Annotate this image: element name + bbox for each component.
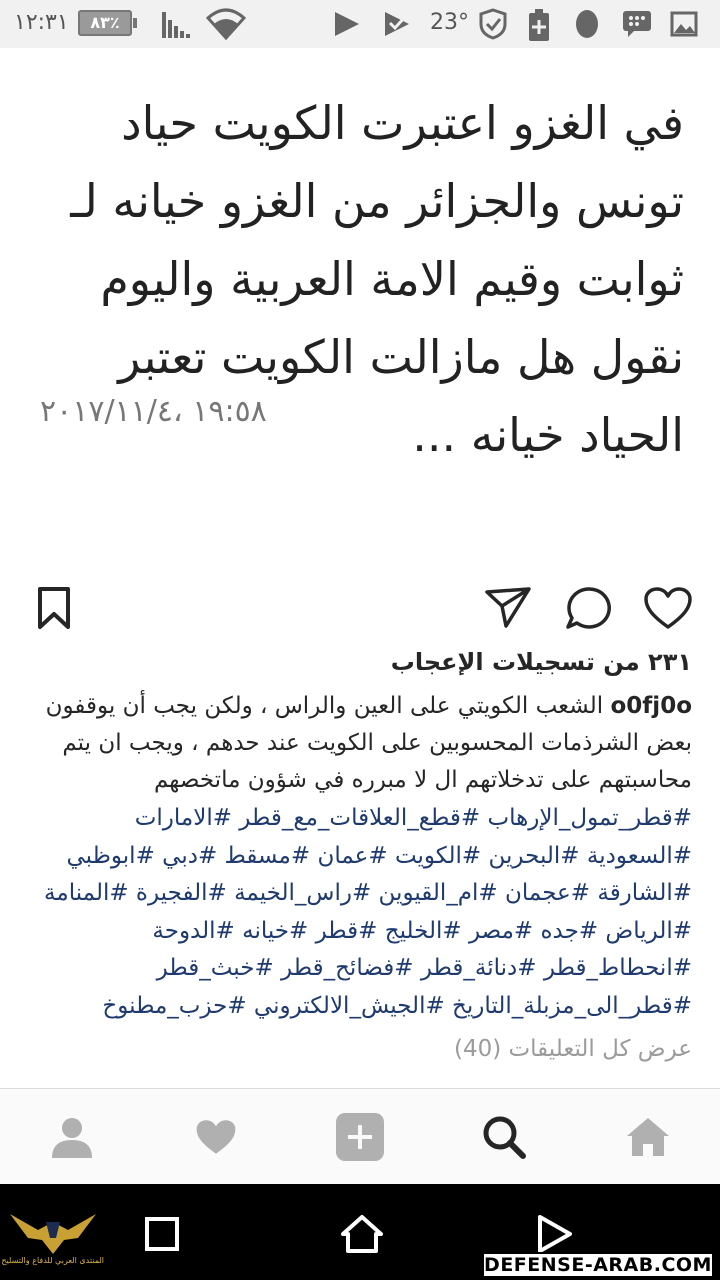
download-check-icon bbox=[382, 10, 412, 38]
search-icon bbox=[481, 1114, 527, 1160]
caption-username[interactable]: o0fj0o bbox=[610, 693, 692, 719]
activity-heart-icon bbox=[194, 1117, 238, 1157]
battery-level: ٨٣٪ bbox=[90, 13, 120, 32]
signal-icon bbox=[160, 12, 194, 38]
like-heart-icon bbox=[643, 586, 693, 630]
comment-button[interactable] bbox=[562, 582, 614, 634]
blackberry-icon bbox=[622, 10, 652, 38]
status-bar bbox=[0, 0, 720, 48]
watermark-caption: المنتدى العربي للدفاع والتسليح bbox=[1, 1256, 104, 1265]
caption-text: الشعب الكويتي على العين والراس ، ولكن يجب أن يوقفون بعض الشرذمات المحسوبين على الكويت عند حدهم ، ويجب ان يتم محاسبتهم على تدخلاتهم ال لا مبرره في شؤون ماتخصهم bbox=[45, 693, 692, 793]
view-all-comments-link[interactable]: عرض كل التعليقات (40) bbox=[453, 1036, 692, 1062]
nav-home[interactable] bbox=[622, 1111, 674, 1163]
nav-search[interactable] bbox=[478, 1111, 530, 1163]
shield-check-icon bbox=[478, 8, 508, 40]
app-bottom-nav bbox=[0, 1088, 720, 1184]
post-actions bbox=[0, 578, 720, 638]
wifi-icon bbox=[206, 8, 246, 40]
like-button[interactable] bbox=[642, 582, 694, 634]
post-caption bbox=[26, 688, 692, 799]
share-button[interactable] bbox=[482, 582, 534, 634]
post-image-date: ١٩:٥٨ ،٢٠١٧/١١/٤ bbox=[40, 394, 267, 429]
post-image[interactable] bbox=[0, 48, 720, 578]
post-hashtags[interactable]: #قطر_تمول_الإرهاب #قطع_العلاقات_مع_قطر #الامارات #السعودية #البحرين #الكويت #عمان #مسقط #دبي #ابوظبي #الشارقة #عجمان #ام_القيوين #راس_الخيمة #الفجيرة #المنامة #الرياض #جده #مصر #الخليج #قطر #خيانه #الدوحة #انحطاط_قطر #دنائة_قطر #فضائح_قطر #خبث_قطر #قطر_الى_مزبلة_التاريخ #الجيش_الالكتروني #حزب_مطنوخ bbox=[44, 805, 692, 1019]
home-icon bbox=[340, 1214, 384, 1254]
add-post-icon bbox=[335, 1112, 385, 1162]
battery-plus-icon bbox=[528, 9, 550, 41]
eagle-emblem-icon bbox=[8, 1204, 98, 1256]
nav-profile[interactable] bbox=[46, 1111, 98, 1163]
watermark-site: DEFENSE-ARAB.COM bbox=[482, 1252, 714, 1278]
battery-icon bbox=[78, 10, 132, 36]
back-icon bbox=[534, 1214, 574, 1254]
back-button[interactable] bbox=[530, 1210, 578, 1258]
image-icon bbox=[670, 11, 698, 37]
comment-icon bbox=[564, 585, 612, 631]
home-icon bbox=[625, 1116, 671, 1158]
nav-add-post[interactable] bbox=[334, 1111, 386, 1163]
blob-icon bbox=[574, 9, 600, 39]
profile-icon bbox=[50, 1116, 94, 1158]
bookmark-button[interactable] bbox=[28, 582, 80, 634]
bookmark-icon bbox=[36, 586, 72, 630]
system-home-button[interactable] bbox=[338, 1210, 386, 1258]
temperature: 23° bbox=[430, 10, 469, 35]
post-image-text: في الغزو اعتبرت الكويت حياد تونس والجزائر من الغزو خيانه لـ ثوابت وقيم الامة العربية واليوم نقول هل مازالت الكويت تعتبر الحياد خيانه ... bbox=[70, 96, 684, 462]
nav-activity[interactable] bbox=[190, 1111, 242, 1163]
recents-button[interactable] bbox=[138, 1210, 186, 1258]
status-time: ١٢:٣١ bbox=[14, 10, 69, 35]
watermark-logo bbox=[1, 1204, 104, 1276]
play-store-icon bbox=[332, 10, 362, 38]
recents-icon bbox=[144, 1216, 180, 1252]
like-count[interactable]: ٢٣١ من تسجيلات الإعجاب bbox=[390, 648, 692, 676]
send-icon bbox=[484, 586, 532, 630]
